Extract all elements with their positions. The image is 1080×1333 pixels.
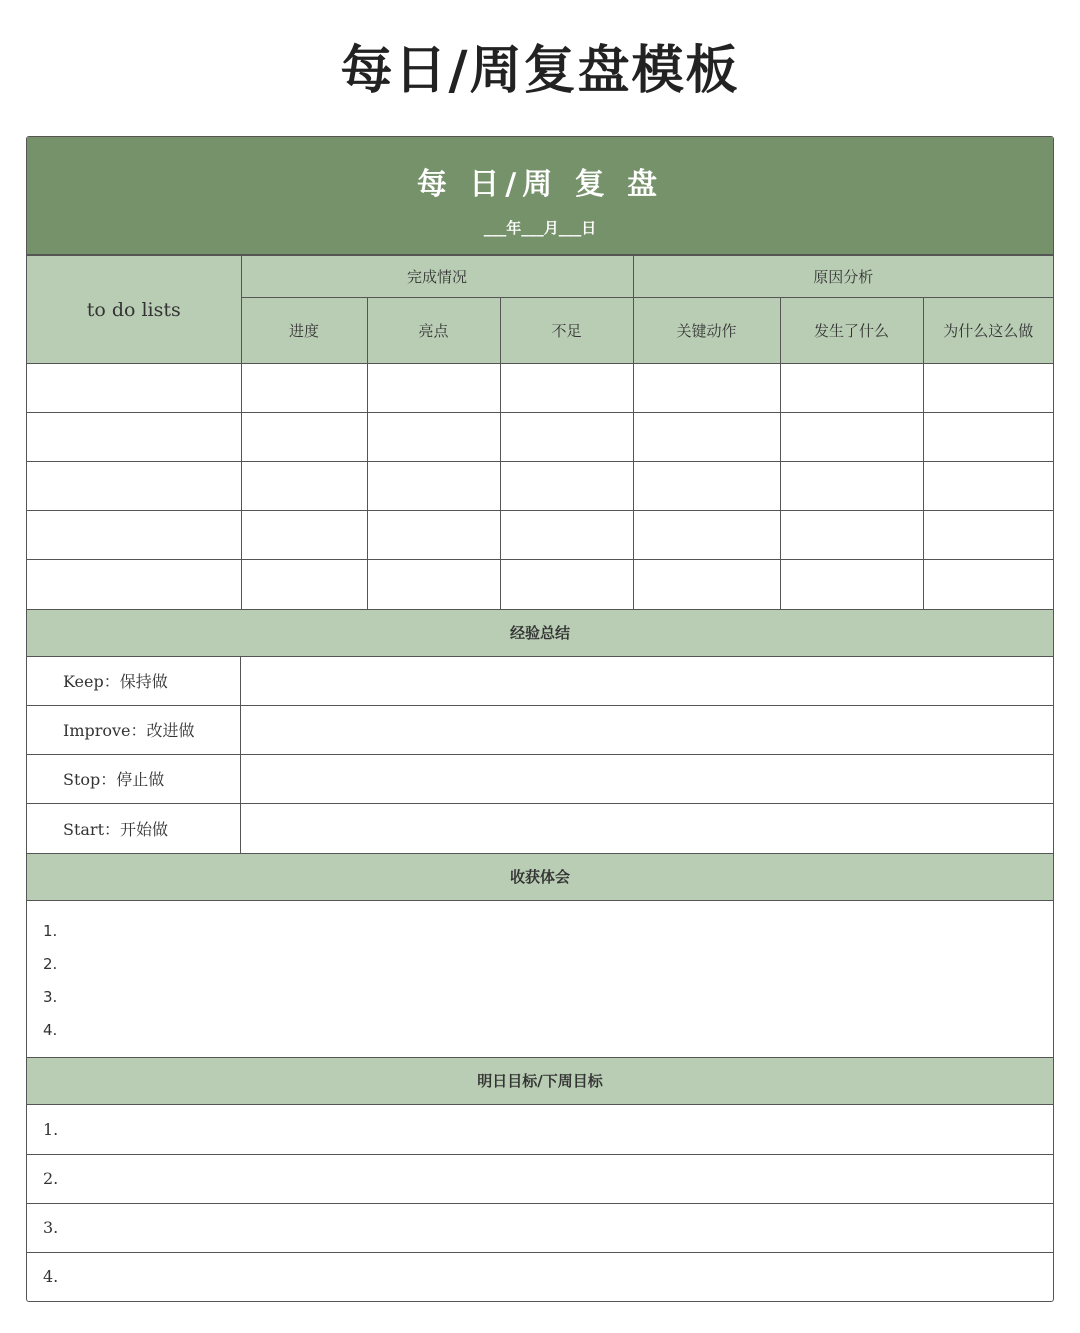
banner-title: 每 日/周 复 盘 bbox=[416, 167, 664, 202]
experience-section bbox=[27, 657, 1053, 853]
page-title: 每日/周复盘模板 bbox=[340, 40, 740, 101]
table-cell[interactable] bbox=[500, 462, 633, 511]
table-row bbox=[27, 364, 1053, 413]
table-cell[interactable] bbox=[241, 462, 367, 511]
table-cell[interactable] bbox=[633, 413, 780, 462]
table-cell[interactable] bbox=[633, 511, 780, 560]
table-row bbox=[27, 413, 1053, 462]
goal-row[interactable]: 1. bbox=[43, 1119, 59, 1139]
goals-section bbox=[27, 1105, 1053, 1301]
column-header: 亮点 bbox=[367, 298, 500, 364]
column-header: 发生了什么 bbox=[780, 298, 923, 364]
list-item: 1. bbox=[43, 921, 58, 940]
table-cell[interactable] bbox=[500, 511, 633, 560]
table-cell[interactable] bbox=[500, 560, 633, 609]
table-cell[interactable] bbox=[633, 462, 780, 511]
review-sheet bbox=[26, 136, 1054, 1302]
column-header: 关键动作 bbox=[633, 298, 780, 364]
table-cell[interactable] bbox=[367, 364, 500, 413]
table-cell[interactable] bbox=[633, 560, 780, 609]
table-cell[interactable] bbox=[923, 364, 1053, 413]
experience-label: Start：开始做 bbox=[27, 804, 241, 853]
experience-row-keep bbox=[27, 657, 1053, 706]
table-cell[interactable] bbox=[27, 413, 241, 462]
table-row bbox=[27, 560, 1053, 609]
date-field[interactable]: ___年___月___日 bbox=[483, 219, 597, 237]
cause-group-header: 原因分析 bbox=[633, 256, 1053, 298]
list-item: 4. bbox=[43, 1020, 58, 1039]
table-cell[interactable] bbox=[923, 462, 1053, 511]
table-cell[interactable] bbox=[923, 413, 1053, 462]
table-cell[interactable] bbox=[241, 560, 367, 609]
table-cell[interactable] bbox=[500, 413, 633, 462]
experience-label: Keep：保持做 bbox=[27, 657, 241, 705]
experience-label: Stop：停止做 bbox=[27, 755, 241, 803]
experience-row-stop bbox=[27, 755, 1053, 804]
todo-header: to do lists bbox=[27, 256, 241, 364]
list-item: 3. bbox=[43, 987, 58, 1006]
table-cell[interactable] bbox=[367, 560, 500, 609]
table-cell[interactable] bbox=[367, 511, 500, 560]
table-cell[interactable] bbox=[27, 511, 241, 560]
goals-heading: 明日目标/下周目标 bbox=[27, 1057, 1053, 1105]
gains-input[interactable] bbox=[27, 901, 1053, 1057]
table-cell[interactable] bbox=[923, 511, 1053, 560]
goal-row[interactable]: 3. bbox=[27, 1203, 1053, 1252]
table-cell[interactable] bbox=[633, 364, 780, 413]
experience-heading: 经验总结 bbox=[27, 609, 1053, 657]
experience-row-improve bbox=[27, 706, 1053, 755]
experience-input[interactable] bbox=[241, 804, 1053, 853]
table-cell[interactable] bbox=[780, 560, 923, 609]
experience-input[interactable] bbox=[241, 706, 1053, 754]
goal-row[interactable]: 4. bbox=[27, 1252, 1053, 1301]
column-header: 不足 bbox=[500, 298, 633, 364]
table-cell[interactable] bbox=[27, 364, 241, 413]
table-cell[interactable] bbox=[780, 413, 923, 462]
review-table bbox=[27, 255, 1053, 609]
table-cell[interactable] bbox=[367, 413, 500, 462]
table-cell[interactable] bbox=[241, 413, 367, 462]
experience-input[interactable] bbox=[241, 755, 1053, 803]
table-cell[interactable] bbox=[923, 560, 1053, 609]
table-row bbox=[27, 511, 1053, 560]
experience-input[interactable] bbox=[241, 657, 1053, 705]
table-cell[interactable] bbox=[241, 364, 367, 413]
table-cell[interactable] bbox=[780, 364, 923, 413]
table-cell[interactable] bbox=[27, 560, 241, 609]
goal-row[interactable]: 2. bbox=[27, 1154, 1053, 1203]
column-header: 为什么这么做 bbox=[923, 298, 1053, 364]
table-cell[interactable] bbox=[500, 364, 633, 413]
experience-label: Improve：改进做 bbox=[27, 706, 241, 754]
experience-row-start bbox=[27, 804, 1053, 853]
completion-group-header: 完成情况 bbox=[241, 256, 633, 298]
table-cell[interactable] bbox=[27, 462, 241, 511]
list-item: 2. bbox=[43, 954, 58, 973]
table-cell[interactable] bbox=[780, 511, 923, 560]
column-header: 进度 bbox=[241, 298, 367, 364]
gains-heading: 收获体会 bbox=[27, 853, 1053, 901]
banner bbox=[27, 137, 1053, 255]
table-cell[interactable] bbox=[780, 462, 923, 511]
table-cell[interactable] bbox=[367, 462, 500, 511]
table-row bbox=[27, 462, 1053, 511]
table-cell[interactable] bbox=[241, 511, 367, 560]
